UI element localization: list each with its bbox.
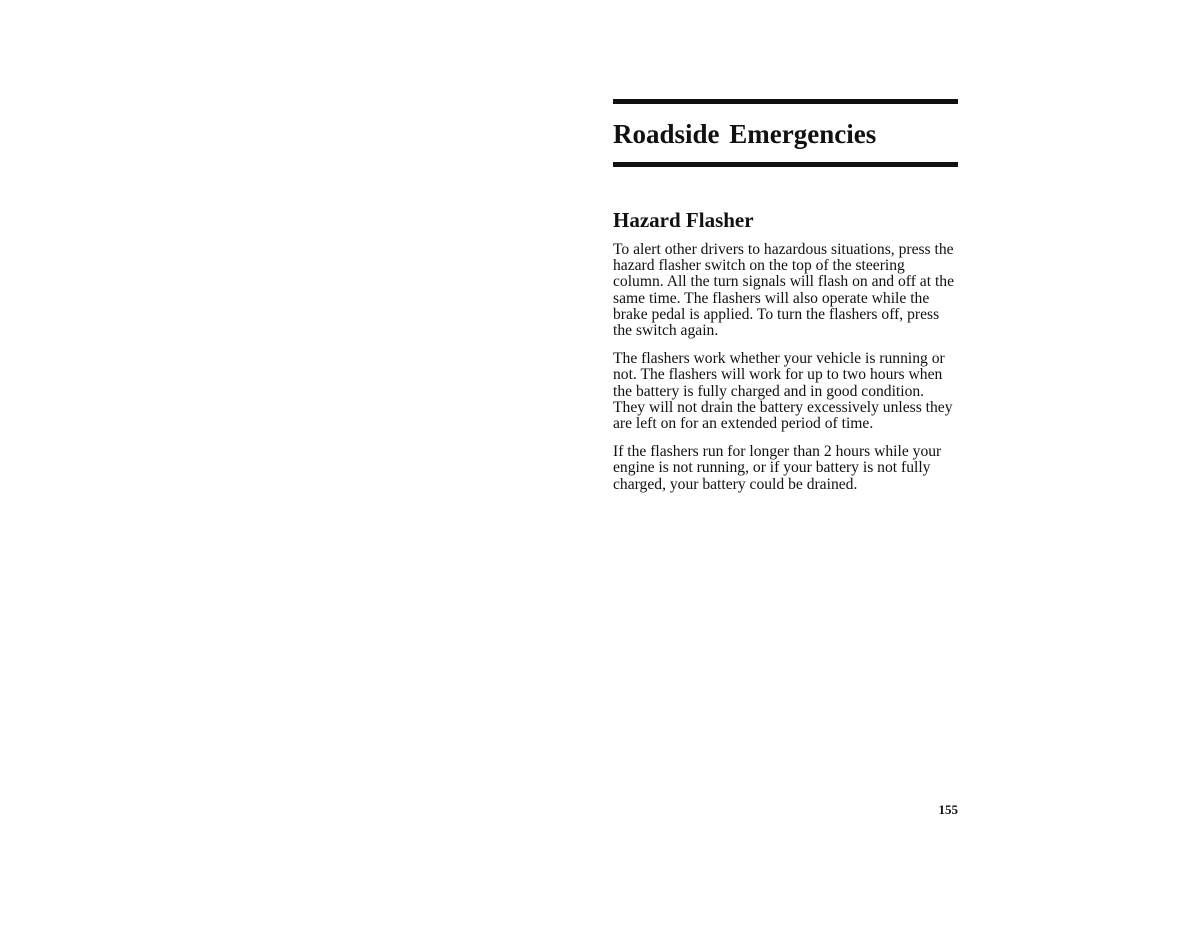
chapter-top-rule — [613, 99, 958, 104]
chapter-bottom-rule — [613, 162, 958, 167]
page-number: 155 — [938, 802, 958, 817]
section-heading: Hazard Flasher — [613, 208, 754, 232]
chapter-title: Roadside Emergencies — [613, 119, 877, 149]
paragraph-hazard-duration: The flashers work whether your vehicle is running or not. The flashers will work for up to two hours when the battery is fully charged and in good condition. They will not drain the battery excessively unless they are left on for an extended period of time. — [613, 350, 953, 433]
manual-page-column — [613, 99, 958, 493]
paragraph-hazard-usage: To alert other drivers to hazardous situations, press the hazard flasher switch on the top of the steering column. All the turn signals will flash on and off at the same time. The flashers will also operate while the brake pedal is applied. To turn the flashers off, press the switch again. — [613, 241, 954, 340]
paragraph-battery-warning: If the flashers run for longer than 2 hours while your engine is not running, or if your battery is not fully charged, your battery could be drained. — [613, 443, 942, 493]
